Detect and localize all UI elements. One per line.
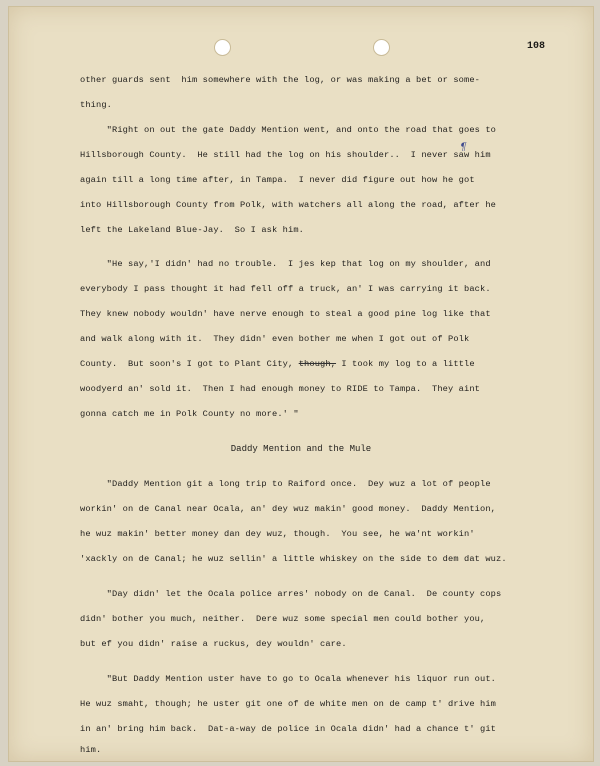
text-segment: I took my log to a little [336, 359, 475, 369]
text-line: didn' bother you much, neither. Dere wuz some special men could bother you, [80, 614, 486, 624]
document-page [8, 6, 594, 762]
text-line: him. [80, 745, 102, 755]
text-line: everybody I pass thought it had fell off a truck, an' I was carrying it back. [80, 284, 491, 294]
text-line: He wuz smaht, though; he uster git one of de white men on de camp t' drive him [80, 699, 497, 709]
text-line: workin' on de Canal near Ocala, an' dey wuz makin' good money. Daddy Mention, [80, 504, 497, 514]
text-line: "He say,'I didn' had no trouble. I jes kep that log on my shoulder, and [80, 259, 491, 269]
handwritten-paragraph-mark: ¶ [460, 142, 467, 153]
text-line: They knew nobody wouldn' have nerve enough to steal a good pine log like that [80, 309, 491, 319]
text-line: "Daddy Mention git a long trip to Raiford once. Dey wuz a lot of people [80, 479, 491, 489]
text-line: other guards sent him somewhere with the log, or was making a bet or some- [80, 75, 481, 85]
text-line: Hillsborough County. He still had the log on his shoulder.. I never saw him [80, 150, 491, 160]
text-line: and walk along with it. They didn' even bother me when I got out of Polk [80, 334, 470, 344]
text-line: 'xackly on de Canal; he wuz sellin' a little whiskey on the side to dem dat wuz. [80, 554, 507, 564]
text-line: into Hillsborough County from Polk, with watchers all along the road, after he [80, 200, 497, 210]
text-line: but ef you didn' raise a ruckus, dey wouldn' care. [80, 639, 347, 649]
text-line: "Day didn' let the Ocala police arres' nobody on de Canal. De county cops [80, 589, 502, 599]
text-segment: County. But soon's I got to Plant City, [80, 359, 294, 369]
text-line: "Right on out the gate Daddy Mention went, and onto the road that goes to [80, 125, 497, 135]
struck-word: though, [298, 359, 337, 369]
text-line: left the Lakeland Blue-Jay. So I ask him. [80, 225, 305, 235]
text-line: gonna catch me in Polk County no more.' " [80, 409, 299, 419]
text-line: again till a long time after, in Tampa. I never did figure out how he got [80, 175, 475, 185]
text-line: thing. [80, 100, 113, 110]
page-number: 108 [526, 41, 545, 52]
punch-hole [373, 39, 390, 56]
text-line: woodyerd an' sold it. Then I had enough money to RIDE to Tampa. They aint [80, 384, 481, 394]
text-line [80, 359, 475, 370]
punch-hole [214, 39, 231, 56]
section-heading: Daddy Mention and the Mule [230, 444, 372, 454]
text-line: in an' bring him back. Dat-a-way de police in Ocala didn' had a chance t' git [80, 724, 497, 734]
text-line: he wuz makin' better money dan dey wuz, though. You see, he wa'nt workin' [80, 529, 475, 539]
text-line: "But Daddy Mention uster have to go to Ocala whenever his liquor run out. [80, 674, 497, 684]
